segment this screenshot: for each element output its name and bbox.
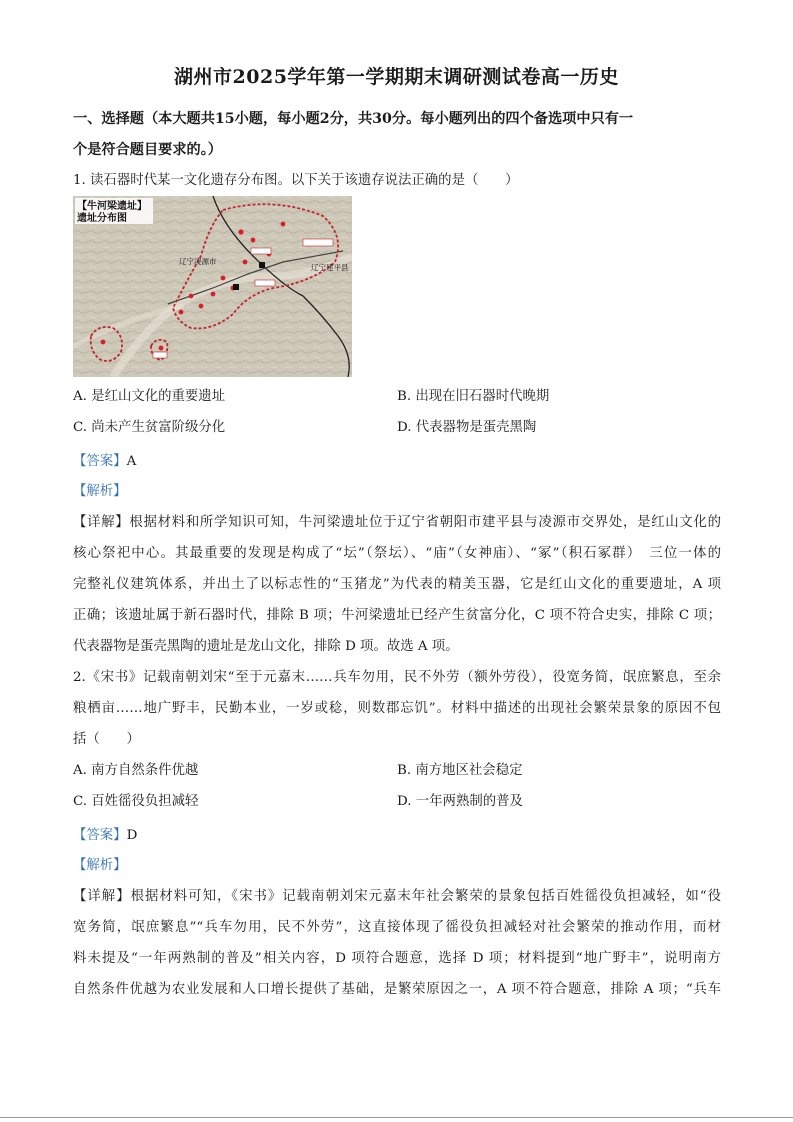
q2-stem-line1: 2.《宋书》记载南朝刘宋“至于元嘉末……兵车勿用，民不外劳（额外劳役），役宽务简，氓庶繁息，至余 [73,670,721,685]
q1-detail-tag: 【详解】 [73,515,130,530]
q1-detail-line2: 核心祭祀中心。其最重要的发现是构成了“坛”（祭坛）、“庙”（女神庙）、“冢”（积石冢群） 三位一体的 [73,546,721,561]
q1-option-c: C. 尚未产生贫富阶级分化 [73,420,226,435]
q2-option-b: B. 南方地区社会稳定 [397,763,523,778]
q2-detail-line2: 宽务简，氓庶繁息”“兵车勿用，民不外劳”，这直接体现了徭役负担减轻对社会繁荣的推动作用，而材 [73,920,721,935]
q1-answer-tag: 【答案】 [73,454,127,469]
q2-answer-value: D [126,828,138,843]
map-title-line1: 【牛河梁遗址】 [77,201,147,212]
q2-detail-tag: 【详解】 [73,889,131,904]
page-bottom-rule [0,1117,793,1118]
q1-option-a: A. 是红山文化的重要遗址 [73,389,226,404]
q2-option-a: A. 南方自然条件优越 [73,763,199,778]
q1-answer-value: A [126,454,137,469]
q1-answer [73,446,721,477]
q2-option-d: D. 一年两熟制的普及 [397,794,523,809]
q1-stem: 1. 读石器时代某一文化遗存分布图。以下关于该遗存说法正确的是（ ） [73,173,519,188]
q1-option-b: B. 出现在旧石器时代晚期 [397,389,550,404]
q2-detail-line3: 料未提及“一年两熟制的普及”相关内容，D 项符合题意，选择 D 项；材料提到“地广野丰”，说明南方 [73,951,721,966]
section-heading-line2: 个是符合题目要求的。） [73,142,222,158]
map-label-lingyuan: 辽宁凌源市 [179,257,217,266]
q2-stem-line3: 括（ ） [73,732,140,747]
q1-analysis-tag: 【解析】 [73,484,127,499]
map-label-jianping: 辽宁建平县 [311,263,349,272]
q2-option-c: C. 百姓徭役负担减轻 [73,794,199,809]
q1-detail-line4: 正确；该遗址属于新石器时代，排除 B 项；牛河梁遗址已经产生贫富分化，C 项不符合史实，排除 C 项； [73,608,721,623]
q1-detail-line1 [73,507,721,538]
q2-answer-tag: 【答案】 [73,828,127,843]
site-distribution-map [73,196,352,377]
map-title-line2: 遗址分布图 [77,213,127,224]
q1-detail-text: 根据材料和所学知识可知，牛河梁遗址位于辽宁省朝阳市建平县与凌源市交界处，是红山文化的 [129,515,722,530]
q2-answer [73,820,721,851]
q2-detail-line4: 自然条件优越为农业发展和人口增长提供了基础，是繁荣原因之一，A 项不符合题意，排除 A 项；“兵车 [73,982,721,997]
q1-detail-line5: 代表器物是蛋壳黑陶的遗址是龙山文化，排除 D 项。故选 A 项。 [73,639,459,654]
q2-detail-line1 [73,881,721,912]
q1-option-d: D. 代表器物是蛋壳黑陶 [397,420,537,435]
q2-detail-text: 根据材料可知，《宋书》记载南朝刘宋元嘉末年社会繁荣的景象包括百姓徭役负担减轻，如“役 [130,889,721,904]
q2-analysis-tag: 【解析】 [73,858,127,873]
q2-stem-line2: 粮栖亩……地广野丰，民勤本业，一岁或稔，则数郡忘饥”。材料中描述的出现社会繁荣景象的原因不包 [73,701,721,716]
page-title: 湖州市2025学年第一学期期末调研测试卷高一历史 [174,66,619,88]
q1-detail-line3: 完整礼仪建筑体系，并出土了以标志性的“玉猪龙”为代表的精美玉器，它是红山文化的重要遗址，A 项 [73,577,721,592]
section-heading-line1: 一、选择题（本大题共15小题，每小题2分，共30分。每小题列出的四个备选项中只有一 [73,111,634,127]
